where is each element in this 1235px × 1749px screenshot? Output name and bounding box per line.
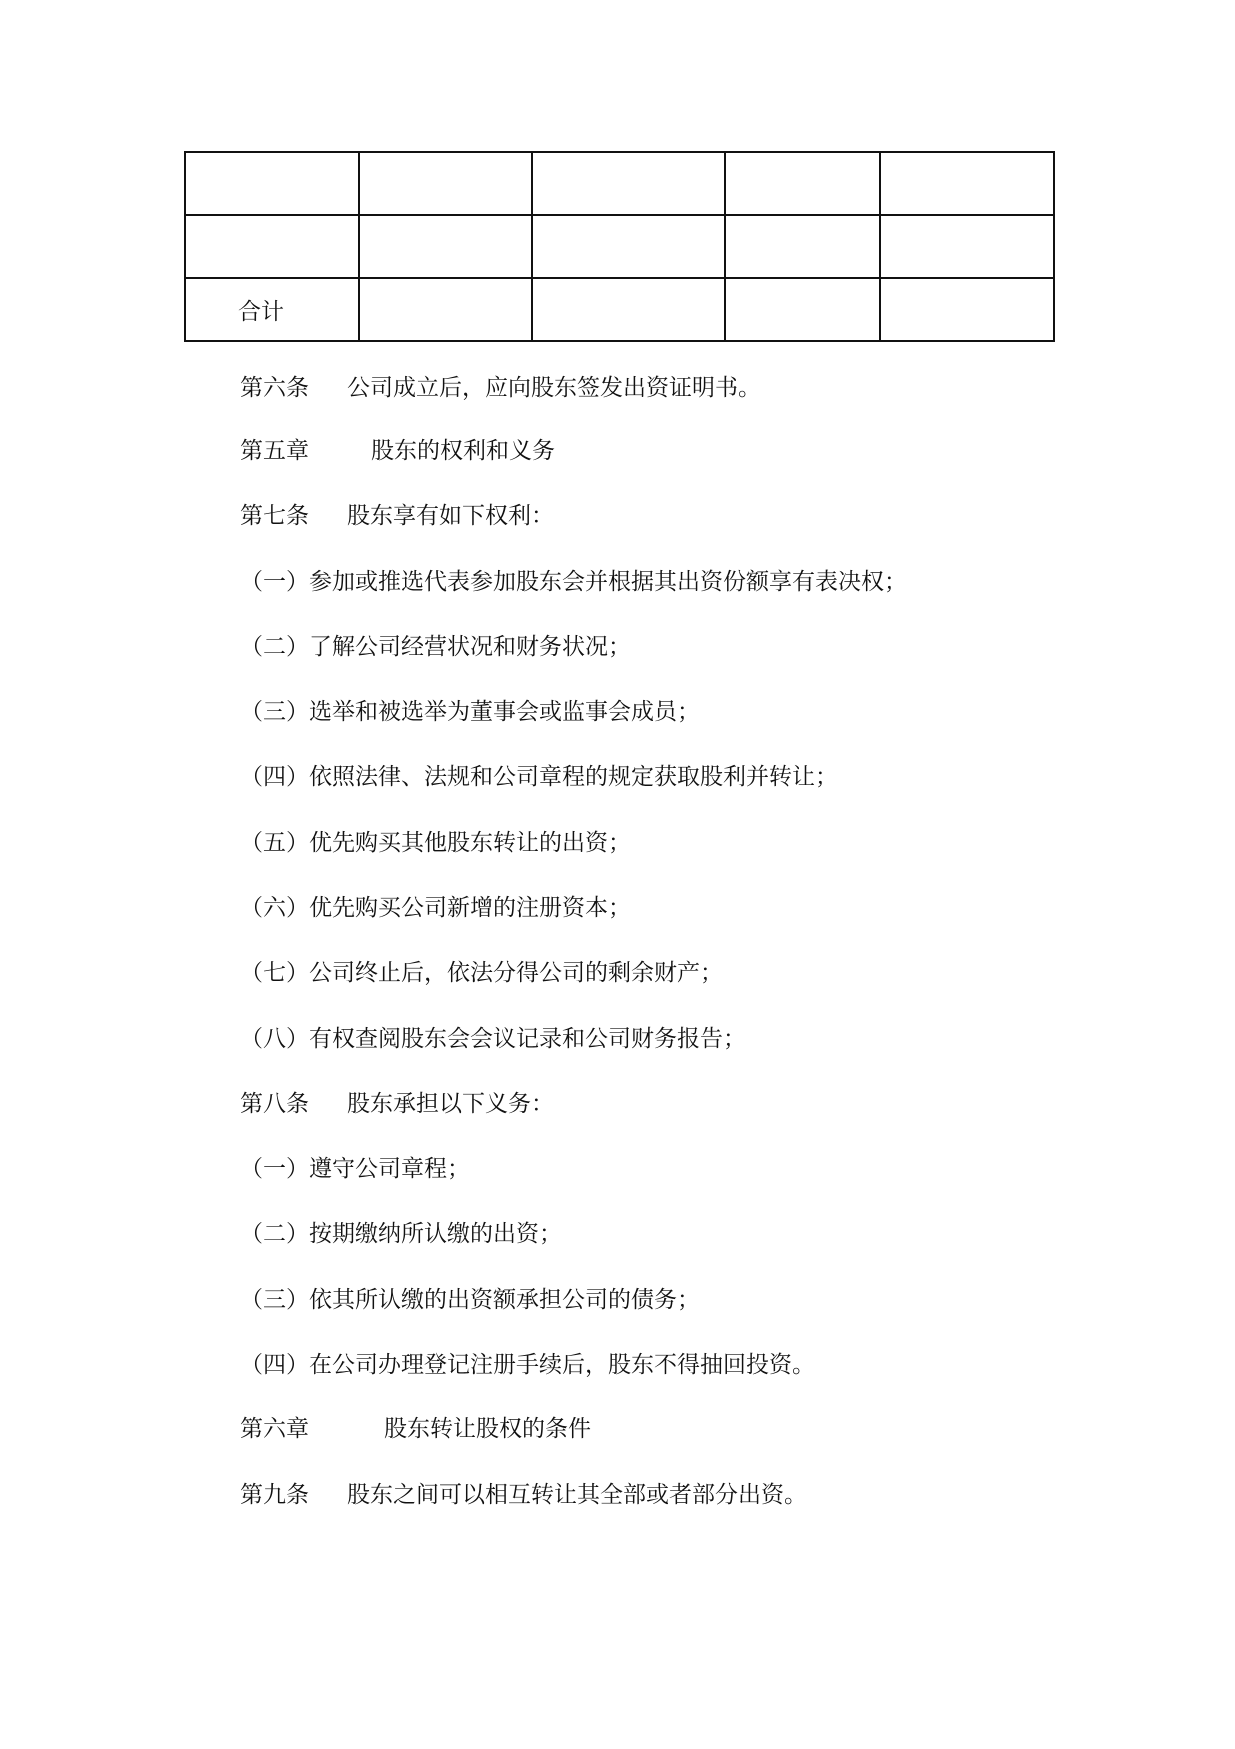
article-text: 股东之间可以相互转让其全部或者部分出资。 <box>347 1482 807 1508</box>
right-item-8: （八）有权查阅股东会会议记录和公司财务报告； <box>240 1026 746 1052</box>
right-item-4: （四）依照法律、法规和公司章程的规定获取股利并转让； <box>240 764 838 790</box>
table-cell <box>359 152 532 215</box>
chapter-number: 第五章 <box>240 438 309 464</box>
article-text: 公司成立后，应向股东签发出资证明书。 <box>347 375 761 401</box>
chapter-title: 股东转让股权的条件 <box>384 1416 591 1442</box>
table-cell <box>725 278 880 341</box>
article-number: 第八条 <box>240 1091 309 1117</box>
right-item-1: （一）参加或推选代表参加股东会并根据其出资份额享有表决权； <box>240 569 907 595</box>
obligation-item-2: （二）按期缴纳所认缴的出资； <box>240 1221 562 1247</box>
right-item-2: （二）了解公司经营状况和财务状况； <box>240 634 631 660</box>
chapter-6-heading <box>240 1414 591 1444</box>
article-7 <box>240 501 554 531</box>
table-cell <box>532 152 725 215</box>
right-item-6: （六）优先购买公司新增的注册资本； <box>240 895 631 921</box>
table-cell <box>725 215 880 278</box>
total-label-cell: 合计 <box>185 278 359 341</box>
chapter-number: 第六章 <box>240 1416 309 1442</box>
table-cell <box>880 278 1054 341</box>
table-cell <box>532 278 725 341</box>
article-number: 第六条 <box>240 375 309 401</box>
table-cell <box>880 215 1054 278</box>
table-cell <box>185 215 359 278</box>
article-6 <box>240 373 761 403</box>
table-cell <box>880 152 1054 215</box>
table-cell <box>532 215 725 278</box>
table-cell <box>359 278 532 341</box>
article-number: 第九条 <box>240 1482 309 1508</box>
article-8 <box>240 1089 554 1119</box>
article-text: 股东享有如下权利： <box>347 503 554 529</box>
capital-contribution-table <box>184 151 1055 342</box>
article-text: 股东承担以下义务： <box>347 1091 554 1117</box>
table-row-total <box>185 278 1054 341</box>
right-item-5: （五）优先购买其他股东转让的出资； <box>240 830 631 856</box>
table-cell <box>185 152 359 215</box>
table-cell <box>725 152 880 215</box>
table-cell <box>359 215 532 278</box>
obligation-item-3: （三）依其所认缴的出资额承担公司的债务； <box>240 1287 700 1313</box>
table-row <box>185 152 1054 215</box>
chapter-5-heading <box>240 436 555 466</box>
obligation-item-4: （四）在公司办理登记注册手续后，股东不得抽回投资。 <box>240 1352 815 1378</box>
obligation-item-1: （一）遵守公司章程； <box>240 1156 470 1182</box>
right-item-3: （三）选举和被选举为董事会或监事会成员； <box>240 699 700 725</box>
article-9 <box>240 1480 807 1510</box>
chapter-title: 股东的权利和义务 <box>371 438 555 464</box>
table-row <box>185 215 1054 278</box>
right-item-7: （七）公司终止后，依法分得公司的剩余财产； <box>240 960 723 986</box>
article-number: 第七条 <box>240 503 309 529</box>
